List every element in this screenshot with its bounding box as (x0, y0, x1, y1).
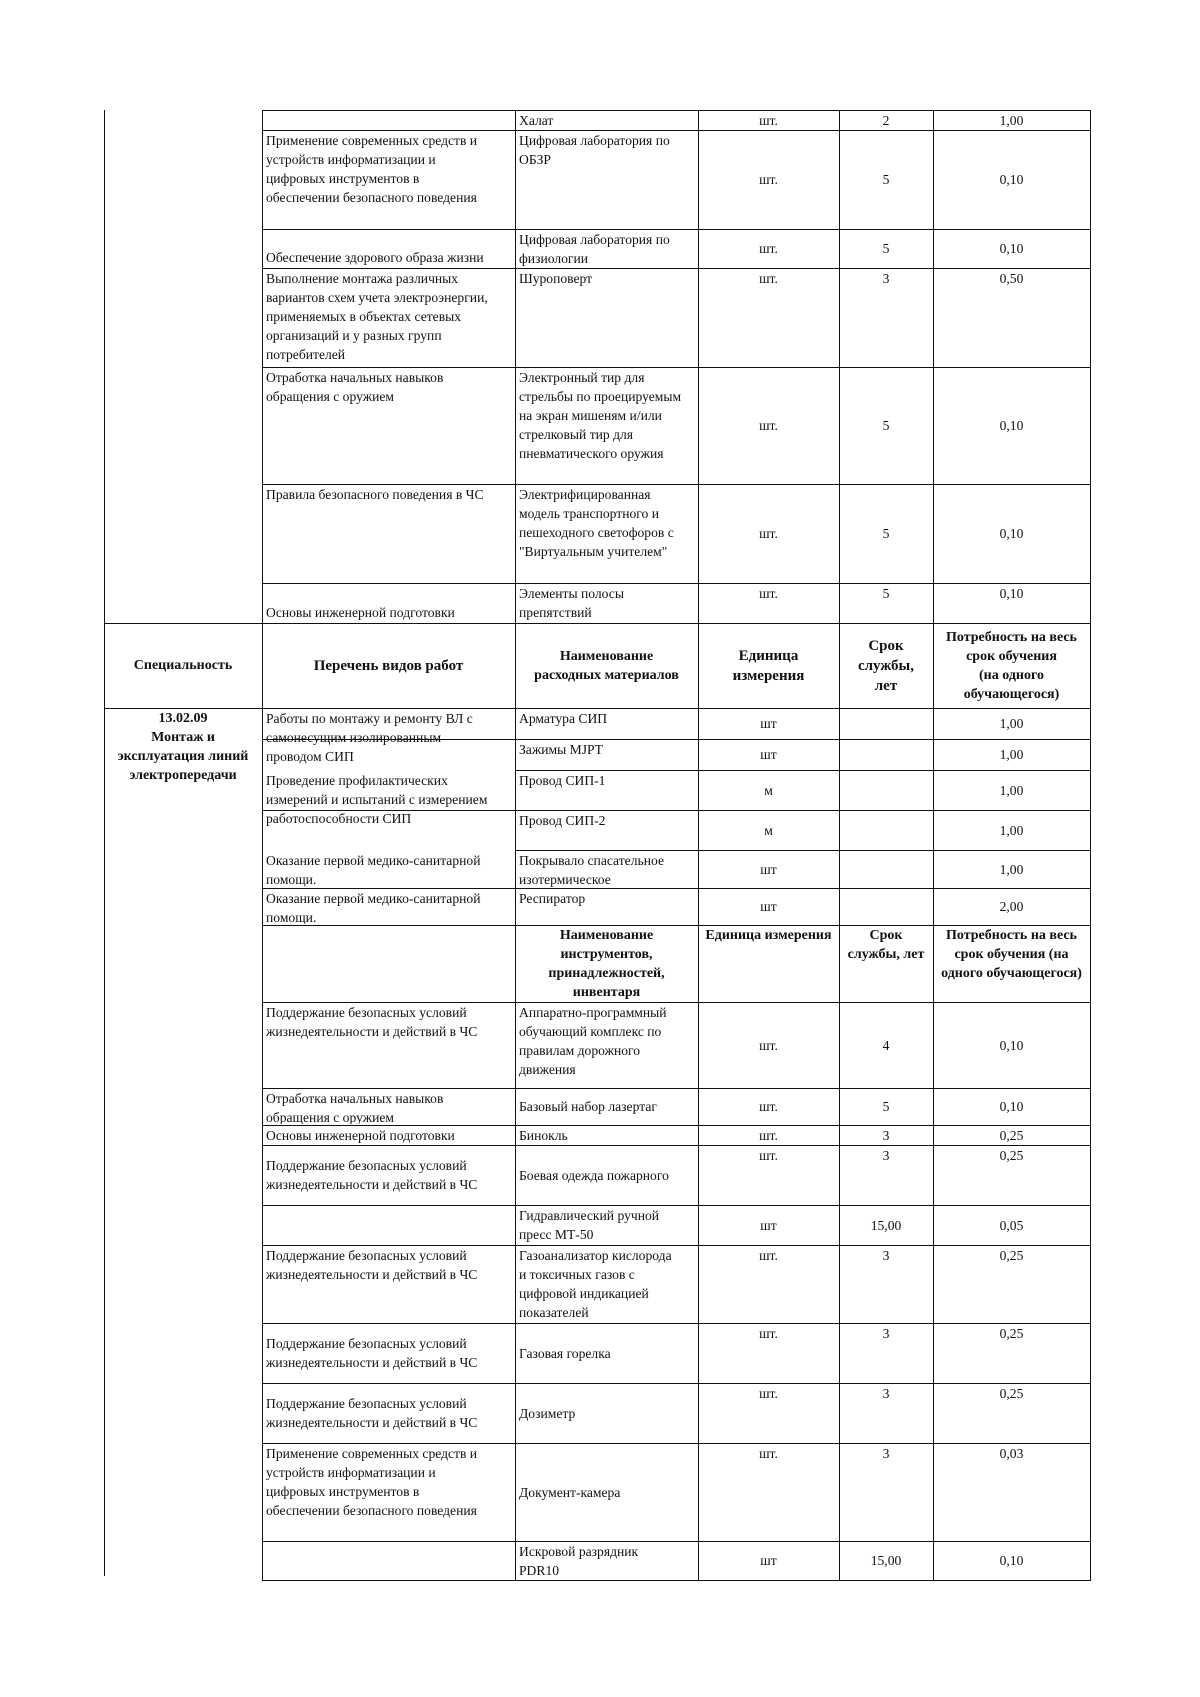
work-cell (263, 1444, 514, 1540)
unit-cell-text: шт (760, 747, 777, 762)
header-tools-name (516, 926, 697, 1001)
unit-cell-text: шт. (759, 1248, 778, 1263)
unit-cell-text: шт. (759, 172, 778, 187)
need-cell-text: 0,25 (999, 1386, 1024, 1401)
item-cell-text: Бинокль (519, 1128, 568, 1143)
header-materials-name-text: Наименование расходных материалов (534, 648, 679, 683)
work-cell-text: Работы по монтажу и ремонту ВЛ с самонесущим изолированным проводом СИП (266, 711, 473, 764)
item-cell-text: Газовая горелка (519, 1345, 611, 1361)
item-cell-text: Цифровая лаборатория по ОБЗР (519, 133, 670, 167)
need-cell-text: 0,10 (999, 1553, 1024, 1568)
work-cell (263, 1126, 514, 1144)
work-cell (263, 1246, 514, 1322)
unit-cell-text: шт. (759, 241, 778, 256)
unit-cell (699, 1206, 838, 1244)
need-cell (934, 740, 1089, 769)
item-cell-text: Газоанализатор кислорода и токсичных газов с цифровой индикацией показателей (519, 1248, 672, 1320)
work-cell (263, 269, 514, 366)
work-cell-text: Поддержание безопасных условий жизнедеятельности и действий в ЧС (266, 1158, 478, 1192)
item-cell-text: Гидравлический ручной пресс МТ-50 (519, 1208, 660, 1242)
need-cell (934, 1324, 1089, 1382)
life-cell-text: 5 (882, 241, 890, 256)
header-unit (699, 624, 838, 707)
header-tools-unit (699, 926, 838, 1001)
unit-cell (699, 368, 838, 483)
work-cell (263, 1384, 514, 1442)
life-cell-text: 3 (882, 1386, 890, 1401)
need-cell (934, 1146, 1089, 1204)
work-cell-text: Поддержание безопасных условий жизнедеятельности и действий в ЧС (266, 1248, 478, 1282)
life-cell-text: 3 (882, 1446, 890, 1461)
unit-cell (699, 1146, 838, 1204)
work-cell-text: Оказание первой медико-санитарной помощи. (266, 891, 481, 924)
unit-cell-text: шт. (759, 1099, 778, 1114)
unit-cell (699, 1246, 838, 1322)
unit-cell (699, 1126, 838, 1144)
unit-cell (699, 584, 838, 622)
item-cell-text: Базовый набор лазертаг (519, 1099, 657, 1114)
header-service-life-text: Срок службы, лет (857, 637, 914, 694)
need-cell-text: 0,50 (999, 271, 1024, 286)
life-cell-text: 3 (882, 271, 890, 286)
unit-cell-text: шт. (759, 1386, 778, 1401)
need-cell-text: 0,25 (999, 1248, 1024, 1263)
work-cell-text: Обеспечение здорового образа жизни (266, 250, 484, 265)
header-tools-life-text: Срок службы, лет (847, 928, 925, 962)
item-cell (516, 771, 697, 809)
need-cell (934, 1206, 1089, 1244)
header-unit-text: Единица измерения (732, 647, 805, 684)
need-cell (934, 584, 1089, 622)
need-cell (934, 1542, 1089, 1579)
need-cell (934, 1384, 1089, 1442)
item-cell (516, 269, 697, 366)
need-cell-text: 0,10 (999, 418, 1024, 433)
work-cell (263, 709, 514, 769)
work-cell (263, 368, 514, 483)
life-cell (840, 851, 932, 887)
life-cell (840, 889, 932, 924)
header-specialty (105, 624, 261, 707)
life-cell-text: 3 (882, 1128, 890, 1143)
unit-cell-text: шт (760, 861, 777, 877)
item-cell-text: Элементы полосы препятствий (519, 586, 624, 620)
work-cell (263, 584, 514, 622)
work-cell-text: Проведение профилактических измерений и испытаний с измерением работоспособности СИП (266, 773, 488, 826)
need-cell (934, 1444, 1089, 1540)
header-tools-need-text: Потребность на весь срок обучения (на одного обучающегося) (941, 928, 1082, 981)
life-cell (840, 368, 932, 483)
work-cell-text: Оказание первой медико-санитарной помощи. (266, 853, 481, 887)
item-cell-text: Шуроповерт (519, 271, 593, 286)
header-materials-name (516, 624, 697, 707)
item-cell (516, 111, 697, 129)
work-cell (263, 1206, 514, 1244)
need-cell-text: 0,05 (999, 1217, 1024, 1233)
item-cell (516, 584, 697, 622)
item-cell (516, 1324, 697, 1382)
item-cell (516, 889, 697, 924)
need-cell-text: 1,00 (999, 716, 1024, 731)
unit-cell-text: шт. (759, 271, 778, 286)
unit-cell-text: шт. (759, 418, 778, 433)
need-cell-text: 1,00 (999, 822, 1024, 838)
unit-cell (699, 1324, 838, 1382)
item-cell (516, 1003, 697, 1087)
header-tools-life (840, 926, 932, 1001)
unit-cell (699, 269, 838, 366)
life-cell-text: 15,00 (870, 1553, 902, 1568)
need-cell (934, 889, 1089, 924)
work-cell (263, 1146, 514, 1204)
work-cell (263, 131, 514, 228)
need-cell-text: 1,00 (999, 782, 1024, 798)
life-cell-text: 5 (882, 586, 890, 601)
unit-cell (699, 1542, 838, 1579)
need-cell-text: 0,10 (999, 586, 1024, 601)
unit-cell-text: м (764, 822, 773, 838)
need-cell-text: 0,25 (999, 1326, 1024, 1341)
item-cell (516, 1089, 697, 1124)
need-cell (934, 811, 1089, 849)
item-cell-text: Боевая одежда пожарного (519, 1167, 669, 1183)
item-cell-text: Халат (519, 113, 554, 128)
life-cell-text: 5 (882, 1099, 890, 1114)
item-cell (516, 1206, 697, 1244)
unit-cell (699, 740, 838, 769)
item-cell (516, 485, 697, 582)
work-cell (263, 485, 514, 582)
item-cell (516, 811, 697, 849)
need-cell (934, 111, 1089, 129)
item-cell-text: Зажимы MJPT (519, 742, 603, 757)
unit-cell (699, 1003, 838, 1087)
item-cell-text: Дозиметр (519, 1405, 576, 1421)
life-cell-text: 4 (882, 1037, 890, 1053)
work-cell-text: Основы инженерной подготовки (266, 605, 455, 620)
header-specialty-text: Специальность (133, 658, 233, 673)
item-cell-text: Провод СИП-1 (519, 773, 606, 788)
work-cell-text: Отработка начальных навыков обращения с оружием (266, 1091, 444, 1124)
specialty-code (105, 709, 261, 799)
unit-cell-text: шт (760, 716, 777, 731)
unit-cell-text: м (764, 782, 773, 798)
life-cell-text: 5 (882, 418, 890, 433)
header-work-types (263, 624, 514, 707)
life-cell (840, 1444, 932, 1540)
work-cell-text: Основы инженерной подготовки (266, 1128, 455, 1143)
need-cell (934, 771, 1089, 809)
unit-cell-text: шт (760, 1553, 777, 1568)
item-cell (516, 1384, 697, 1442)
life-cell-text: 3 (882, 1148, 890, 1163)
header-tools-need (934, 926, 1089, 1001)
life-cell (840, 584, 932, 622)
header-tools-unit-text: Единица измерения (705, 928, 832, 943)
unit-cell-text: шт. (759, 1326, 778, 1341)
item-cell-text: Респиратор (519, 891, 586, 906)
life-cell (840, 485, 932, 582)
need-cell-text: 0,03 (999, 1446, 1024, 1461)
unit-cell (699, 230, 838, 267)
need-cell-text: 0,10 (999, 526, 1024, 541)
life-cell-text: 5 (882, 526, 890, 541)
work-cell-text: Поддержание безопасных условий жизнедеятельности и действий в ЧС (266, 1396, 478, 1430)
item-cell (516, 1542, 697, 1579)
item-cell (516, 1126, 697, 1144)
work-cell-text: Правила безопасного поведения в ЧС (266, 487, 484, 502)
life-cell (840, 230, 932, 267)
unit-cell (699, 889, 838, 924)
header-need (934, 624, 1089, 707)
life-cell (840, 1384, 932, 1442)
item-cell (516, 1246, 697, 1322)
life-cell (840, 1146, 932, 1204)
need-cell-text: 0,10 (999, 241, 1024, 256)
unit-cell-text: шт. (759, 1037, 778, 1053)
work-cell (263, 851, 514, 887)
need-cell (934, 485, 1089, 582)
life-cell (840, 771, 932, 809)
life-cell (840, 1003, 932, 1087)
unit-cell (699, 131, 838, 228)
unit-cell (699, 485, 838, 582)
unit-cell (699, 1384, 838, 1442)
unit-cell-text: шт. (759, 1446, 778, 1461)
life-cell (840, 1246, 932, 1322)
life-cell-text: 3 (882, 1326, 890, 1341)
unit-cell (699, 1089, 838, 1124)
unit-cell-text: шт. (759, 586, 778, 601)
unit-cell-text: шт (760, 899, 777, 914)
life-cell-text: 5 (882, 172, 890, 187)
unit-cell-text: шт (760, 1217, 777, 1233)
item-cell-text: Покрывало спасательное изотермическое (519, 853, 664, 887)
life-cell-text: 15,00 (870, 1217, 902, 1233)
need-cell-text: 0,25 (999, 1148, 1024, 1163)
item-cell-text: Электронный тир для стрельбы по проецируемым на экран мишеням и/или стрелковый тир для пневматического оружия (519, 370, 682, 461)
work-cell-text: Отработка начальных навыков обращения с оружием (266, 370, 444, 404)
need-cell-text: 2,00 (999, 899, 1024, 914)
need-cell-text: 0,25 (999, 1128, 1024, 1143)
header-tools-name-text: Наименование инструментов, принадлежностей, инвентаря (548, 928, 665, 1000)
unit-cell (699, 771, 838, 809)
life-cell (840, 1089, 932, 1124)
life-cell-text: 3 (882, 1248, 890, 1263)
item-cell-text: Провод СИП-2 (519, 813, 606, 828)
item-cell (516, 851, 697, 887)
life-cell-text: 2 (882, 113, 890, 128)
item-cell-text: Арматура СИП (519, 711, 608, 726)
need-cell (934, 1003, 1089, 1087)
item-cell-text: Искровой разрядник PDR10 (519, 1544, 639, 1578)
work-cell-text: Применение современных средств и устройств информатизации и цифровых инструментов в обеспечении безопасного поведения (266, 133, 478, 205)
unit-cell (699, 111, 838, 129)
need-cell (934, 1246, 1089, 1322)
life-cell (840, 709, 932, 738)
unit-cell-text: шт. (759, 526, 778, 541)
work-cell-text: Применение современных средств и устройств информатизации и цифровых инструментов в обеспечении безопасного поведения (266, 1446, 478, 1518)
item-cell (516, 740, 697, 769)
work-cell-text: Поддержание безопасных условий жизнедеятельности и действий в ЧС (266, 1336, 478, 1370)
work-cell (263, 1089, 514, 1124)
life-cell (840, 1206, 932, 1244)
specialty-code-text: 13.02.09 Монтаж и эксплуатация линий электропередачи (117, 711, 249, 783)
work-cell (263, 889, 514, 924)
item-cell-text: Электрифицированная модель транспортного и пешеходного светофоров с "Виртуальным учителем" (519, 487, 674, 559)
item-cell-text: Аппаратно-программный обучающий комплекс по правилам дорожного движения (519, 1005, 667, 1077)
item-cell (516, 1444, 697, 1540)
item-cell (516, 709, 697, 738)
unit-cell (699, 851, 838, 887)
need-cell (934, 368, 1089, 483)
unit-cell-text: шт. (759, 113, 778, 128)
need-cell (934, 230, 1089, 267)
unit-cell (699, 709, 838, 738)
work-cell (263, 1542, 514, 1579)
need-cell (934, 1089, 1089, 1124)
work-cell (263, 230, 514, 267)
unit-cell-text: шт. (759, 1148, 778, 1163)
need-cell (934, 269, 1089, 366)
work-cell-text: Выполнение монтажа различных вариантов схем учета электроэнергии, применяемых в объектах сетевых организаций и у разных групп потребителей (266, 271, 488, 362)
unit-cell (699, 811, 838, 849)
header-work-types-text: Перечень видов работ (313, 657, 464, 674)
life-cell (840, 1126, 932, 1144)
unit-cell (699, 1444, 838, 1540)
need-cell-text: 0,10 (999, 172, 1024, 187)
work-cell (263, 1003, 514, 1087)
header-need-text: Потребность на весь срок обучения (на одного обучающегося) (946, 629, 1077, 702)
item-cell (516, 368, 697, 483)
life-cell (840, 1542, 932, 1579)
work-cell (263, 1324, 514, 1382)
life-cell (840, 131, 932, 228)
need-cell-text: 0,10 (999, 1099, 1024, 1114)
life-cell (840, 269, 932, 366)
item-cell (516, 1146, 697, 1204)
need-cell-text: 1,00 (999, 113, 1024, 128)
work-cell (263, 771, 514, 849)
life-cell (840, 740, 932, 769)
item-cell (516, 131, 697, 228)
life-cell (840, 1324, 932, 1382)
need-cell-text: 1,00 (999, 861, 1024, 877)
work-cell-text: Поддержание безопасных условий жизнедеятельности и действий в ЧС (266, 1005, 478, 1039)
work-cell (263, 111, 514, 129)
need-cell (934, 1126, 1089, 1144)
need-cell-text: 1,00 (999, 747, 1024, 762)
header-service-life (840, 624, 932, 707)
item-cell (516, 230, 697, 267)
need-cell (934, 709, 1089, 738)
need-cell-text: 0,10 (999, 1037, 1024, 1053)
need-cell (934, 131, 1089, 228)
item-cell-text: Документ-камера (519, 1484, 621, 1500)
unit-cell-text: шт. (759, 1128, 778, 1143)
life-cell (840, 111, 932, 129)
need-cell (934, 851, 1089, 887)
life-cell (840, 811, 932, 849)
item-cell-text: Цифровая лаборатория по физиологии (519, 232, 670, 266)
